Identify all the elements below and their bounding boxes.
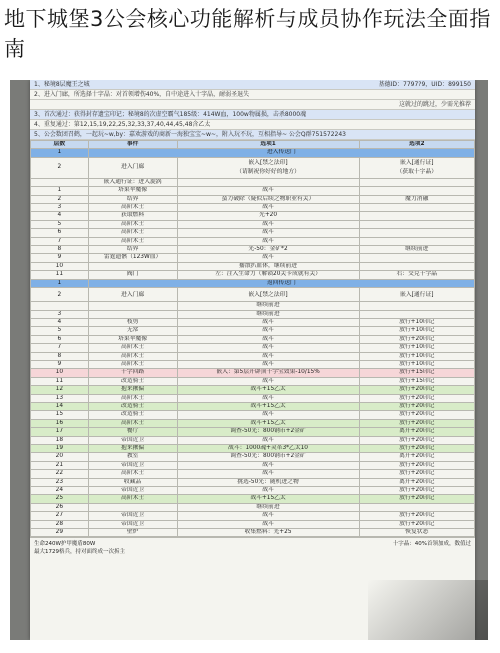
cell-floor: 9 [31, 254, 89, 262]
table-row [31, 327, 475, 335]
cell-option-2: 放行+20印记 [359, 402, 474, 410]
table-row [31, 157, 475, 178]
cell-option-2: 放行+20印记 [359, 436, 474, 444]
cell-option-1: 战斗 [177, 360, 359, 368]
cell-option-2: 放行+20印记 [359, 520, 474, 528]
table-row [31, 369, 475, 377]
table-row [31, 503, 475, 511]
cell-option-1: 继续前进 [177, 310, 359, 318]
cell-event: 高阶术士 [88, 229, 177, 237]
note-row [30, 130, 475, 140]
table-row [31, 310, 475, 318]
cell-floor: 26 [31, 503, 89, 511]
table-row [31, 246, 475, 254]
table-row [31, 512, 475, 520]
cell-floor: 9 [31, 360, 89, 368]
cell-option-1: 嵌入[禁之法印] [177, 288, 359, 302]
cell-option-2: 放行+10印记 [359, 327, 474, 335]
cell-option-2: 离开+20印记 [359, 428, 474, 436]
cell-option-2 [359, 220, 474, 228]
cell-option-2: 放行+15印记 [359, 377, 474, 385]
table-row [31, 262, 475, 270]
cell-floor: 1 [31, 187, 89, 195]
cell-floor: 22 [31, 470, 89, 478]
table-row [31, 195, 475, 203]
cell-option-1: 战斗：1000魂+灵革3*乙太10 [177, 445, 359, 453]
table-row [31, 529, 475, 537]
cell-event: 高阶术士 [88, 495, 177, 503]
table-row [31, 461, 475, 469]
table-header-row [31, 141, 475, 149]
cell-event: 高阶术士 [88, 352, 177, 360]
article-headline: 地下城堡3公会核心功能解析与成员协作玩法全面指南 [4, 7, 491, 61]
cell-option-2 [359, 254, 474, 262]
cell-option-2 [359, 302, 474, 310]
cell-option-2: 放行+10印记 [359, 318, 474, 326]
cell-event: 改造骑士 [88, 377, 177, 385]
cell-floor: 2 [31, 195, 89, 203]
cell-floor: 23 [31, 478, 89, 486]
cell-event: 高阶术士 [88, 470, 177, 478]
cell-floor: 13 [31, 394, 89, 402]
cell-option-2 [359, 212, 474, 220]
cell-event: 高阶术士 [88, 394, 177, 402]
cell-floor: 11 [31, 271, 89, 279]
table-row [31, 419, 475, 427]
cell-floor: 27 [31, 512, 89, 520]
cell-option-2: 放行+20印记 [359, 335, 474, 343]
cell-option-1: 继续前进 [177, 503, 359, 511]
guide-notes [30, 80, 475, 140]
cell-option-1: 战斗 [177, 204, 359, 212]
cell-option-1: 收集燃料：光+25 [177, 529, 359, 537]
table-row [31, 453, 475, 461]
cell-option-1 [177, 178, 359, 186]
cell-option-1: 左：注入生命力（解锁20关卡成就有关） [177, 271, 359, 279]
cell-option-1: 光+20 [177, 212, 359, 220]
cell-option-1: 战斗 [177, 344, 359, 352]
cell-event [88, 302, 177, 310]
cell-event: 塔果伞魔像 [88, 335, 177, 343]
cell-option-1: 战斗 [177, 411, 359, 419]
cell-option-2 [359, 229, 474, 237]
cell-floor: 4 [31, 318, 89, 326]
note-row [30, 80, 475, 90]
note-text: 4、重复通过：第12,15,19,22,25,32,33,37,40,44,45,48含乙太 [34, 121, 211, 128]
cell-option-1: 战斗 [177, 237, 359, 245]
note-row [30, 100, 475, 110]
table-row [31, 436, 475, 444]
cell-floor: 6 [31, 229, 89, 237]
cell-option-1: 战斗 [177, 335, 359, 343]
section-row [31, 149, 475, 157]
note-row [30, 120, 475, 130]
cell-option-2: 放行+20印记 [359, 461, 474, 469]
cell-option-1: 战斗 [177, 520, 359, 528]
cell-event: 枝剪 [88, 318, 177, 326]
cell-event: 嵌入通行证：进入旋涡 [88, 178, 177, 186]
cell-floor: 11 [31, 377, 89, 385]
section-floor: 1 [31, 279, 89, 287]
cell-option-1: 战斗 [177, 377, 359, 385]
note-text: 3、首次通过：获得封存遗宝印记；秘境8的次虚空霸气185级：414W血，100w物属损，击杀8000魂 [34, 111, 307, 118]
cell-floor: 5 [31, 220, 89, 228]
table-row [31, 478, 475, 486]
cell-event: 高阶术士 [88, 204, 177, 212]
cell-option-1: 嵌入：第5层开辟顶十字宝效果-10/15% [177, 369, 359, 377]
cell-floor: 29 [31, 529, 89, 537]
cell-option-2: 放行+10印记 [359, 352, 474, 360]
cell-floor: 10 [31, 369, 89, 377]
cell-option-2: 离开+20印记 [359, 478, 474, 486]
cell-option-1: 调查-50光：800钢币+2金矿 [177, 428, 359, 436]
table-row [31, 428, 475, 436]
section-title: 返回传送门 [88, 279, 474, 287]
cell-option-1: 战斗 [177, 187, 359, 195]
table-row [31, 402, 475, 410]
section-title: 进入传送门 [88, 149, 474, 157]
cell-event: 收藏品 [88, 478, 177, 486]
cell-option-2: 放行+20印记 [359, 419, 474, 427]
note-row [30, 110, 475, 120]
table-row [31, 352, 475, 360]
section-floor: 1 [31, 149, 89, 157]
cell-option-2: 放行+20印记 [359, 495, 474, 503]
table-row [31, 318, 475, 326]
note-right-text: 这就过的跳过，少需光推荐 [398, 101, 471, 108]
cell-floor: 8 [31, 246, 89, 254]
section-row [31, 279, 475, 287]
cell-option-1: 战斗 [177, 487, 359, 495]
cell-option-1: 播散扒血体，继续前进 [177, 262, 359, 270]
cell-floor: 17 [31, 428, 89, 436]
cell-option-2: 嵌入[通行证] （获取十字晶） [359, 157, 474, 178]
table-row [31, 411, 475, 419]
table-row [31, 470, 475, 478]
cell-event: 结界 [88, 195, 177, 203]
table-row [31, 204, 475, 212]
cell-floor: 19 [31, 445, 89, 453]
cell-floor: 7 [31, 237, 89, 245]
cell-option-1: 战斗+15乙太 [177, 386, 359, 394]
cell-option-2 [359, 503, 474, 511]
cell-floor: 18 [31, 436, 89, 444]
cell-option-1: 挑选-50光：随机进之物 [177, 478, 359, 486]
cell-event: 高阶术士 [88, 419, 177, 427]
cell-event: 教室 [88, 453, 177, 461]
cell-floor: 4 [31, 212, 89, 220]
table-row [31, 288, 475, 302]
cell-option-2: 放行+10印记 [359, 344, 474, 352]
note-row [30, 90, 475, 100]
cell-option-2 [359, 178, 474, 186]
cell-event: 无常 [88, 327, 177, 335]
cell-event: 高阶术士 [88, 360, 177, 368]
cell-option-1: 战斗 [177, 327, 359, 335]
cell-floor: 25 [31, 495, 89, 503]
cell-option-2: 离开+20印记 [359, 453, 474, 461]
cell-option-2 [359, 237, 474, 245]
cell-floor: 24 [31, 487, 89, 495]
cell-floor [31, 302, 89, 310]
cell-floor: 16 [31, 419, 89, 427]
guide-sheet [30, 80, 475, 640]
table-row [31, 271, 475, 279]
floor-event-table [30, 140, 475, 537]
footer-left-note: 生命240W护甲魔盾80W 最大1729格兵，持对面终成一次拆主 [34, 541, 125, 556]
cell-event [88, 262, 177, 270]
cell-option-2: 恢复状态 [359, 529, 474, 537]
header-floor: 层数 [31, 141, 89, 149]
cell-option-1: 战斗 [177, 470, 359, 478]
cell-event: 帝国近卫 [88, 512, 177, 520]
table-row [31, 229, 475, 237]
cell-floor: 10 [31, 262, 89, 270]
table-row [31, 302, 475, 310]
cell-event: 塔果伞魔像 [88, 187, 177, 195]
cell-option-1: 继续前进 [177, 302, 359, 310]
cell-event: 高阶术士 [88, 237, 177, 245]
cell-option-2: 放行+15印记 [359, 369, 474, 377]
cell-event: 帝国近卫 [88, 487, 177, 495]
cell-floor: 8 [31, 352, 89, 360]
cell-event: 帝国近卫 [88, 461, 177, 469]
cell-floor [31, 178, 89, 186]
cell-option-1: 战斗 [177, 229, 359, 237]
cell-floor: 21 [31, 461, 89, 469]
cell-option-2: 嵌入[通行证] [359, 288, 474, 302]
cell-option-2: 放行+20印记 [359, 512, 474, 520]
cell-floor: 3 [31, 310, 89, 318]
cell-floor: 15 [31, 411, 89, 419]
cell-option-2: 放行+20印记 [359, 487, 474, 495]
cell-floor: 12 [31, 386, 89, 394]
cell-option-1: 战斗 [177, 394, 359, 402]
cell-floor: 3 [31, 204, 89, 212]
cell-option-1: 光-50：金矿*2 [177, 246, 359, 254]
cell-option-1: 战斗 [177, 436, 359, 444]
table-row [31, 344, 475, 352]
note-right-text: 基德ID：7797?9，UID：899150 [378, 81, 471, 88]
cell-option-2: 魔力消融 [359, 195, 474, 203]
cell-option-2: 右：交兑十字晶 [359, 271, 474, 279]
cell-event: 餐厅 [88, 428, 177, 436]
cell-event: 高阶术士 [88, 220, 177, 228]
cell-floor: 14 [31, 402, 89, 410]
cell-option-1: 战斗 [177, 461, 359, 469]
cell-option-1: 嵌入[禁之法印] （请制祝你好好的地方） [177, 157, 359, 178]
table-row [31, 237, 475, 245]
table-row [31, 335, 475, 343]
cell-floor: 6 [31, 335, 89, 343]
table-row [31, 360, 475, 368]
cell-event: 抱来揪偏 [88, 386, 177, 394]
cell-option-2: 继续前进 [359, 246, 474, 254]
cell-option-1: 战斗+15乙太 [177, 419, 359, 427]
cell-event: 结界 [88, 246, 177, 254]
cell-option-1: 战斗 [177, 512, 359, 520]
cell-option-2 [359, 262, 474, 270]
cell-option-2 [359, 204, 474, 212]
cell-option-1: 战斗 [177, 318, 359, 326]
photo-shadow [368, 580, 488, 640]
table-row [31, 394, 475, 402]
cell-option-2 [359, 310, 474, 318]
cell-option-2: 放行+20印记 [359, 470, 474, 478]
cell-event: 壁炉 [88, 529, 177, 537]
table-row [31, 495, 475, 503]
header-option-2: 选项2 [359, 141, 474, 149]
cell-option-1: 战斗 [177, 220, 359, 228]
footer-right-note: 十字晶：40%首领加成，数值过 [392, 541, 471, 548]
cell-option-1: 战斗 [177, 254, 359, 262]
cell-option-1: 战斗+15乙太 [177, 402, 359, 410]
cell-event: 进入门廊 [88, 288, 177, 302]
cell-option-1: 战斗+15乙太 [177, 495, 359, 503]
note-text: 5、公会数团召鹤，一起玩~w,by：嘉欢游戏的商新一海独宝宝~w~，附入玩不玩，互相指导~ 公会Q群751572243 [34, 131, 346, 138]
note-text: 1、秘境8层魔王之城 [34, 81, 90, 88]
cell-option-2: 放行+20印记 [359, 411, 474, 419]
cell-event: 帝国近卫 [88, 436, 177, 444]
cell-event: 获取燃料 [88, 212, 177, 220]
cell-event [88, 503, 177, 511]
guide-footer [30, 537, 475, 558]
cell-event: 帝国近卫 [88, 520, 177, 528]
cell-option-1: 战斗 [177, 352, 359, 360]
cell-option-2: 放行+20印记 [359, 394, 474, 402]
cell-floor: 7 [31, 344, 89, 352]
table-row [31, 212, 475, 220]
cell-floor: 2 [31, 288, 89, 302]
table-row [31, 220, 475, 228]
table-row [31, 386, 475, 394]
cell-event: 十字回路 [88, 369, 177, 377]
note-text: 2、进入门廊，所选择十字晶：对首领增伤40%，自中途进入十字晶，耐弱圣退失 [34, 91, 250, 98]
cell-floor: 2 [31, 157, 89, 178]
cell-event [88, 310, 177, 318]
table-row [31, 187, 475, 195]
header-event: 事件 [88, 141, 177, 149]
cell-event: 阀门 [88, 271, 177, 279]
cell-option-1: 蛮力破除（疑似后续之物职业有关） [177, 195, 359, 203]
table-row [31, 520, 475, 528]
table-row [31, 254, 475, 262]
cell-event: 进入门廊 [88, 157, 177, 178]
cell-event: 雷霆遗骸（123W血） [88, 254, 177, 262]
table-row [31, 445, 475, 453]
cell-floor: 20 [31, 453, 89, 461]
header-option-1: 选项1 [177, 141, 359, 149]
cell-event: 改造骑士 [88, 402, 177, 410]
cell-option-2 [359, 187, 474, 195]
cell-option-2: 放行+20印记 [359, 386, 474, 394]
table-row [31, 377, 475, 385]
cell-event: 改造骑士 [88, 411, 177, 419]
cell-floor: 28 [31, 520, 89, 528]
table-row [31, 178, 475, 186]
document-photo [10, 80, 488, 640]
cell-option-2: 放行+10印记 [359, 360, 474, 368]
table-row [31, 487, 475, 495]
cell-option-2: 放行+20印记 [359, 445, 474, 453]
cell-event: 高阶术士 [88, 344, 177, 352]
cell-option-1: 调查-50光：800钢币+2金矿 [177, 453, 359, 461]
cell-event: 抱来揪偏 [88, 445, 177, 453]
cell-floor: 5 [31, 327, 89, 335]
